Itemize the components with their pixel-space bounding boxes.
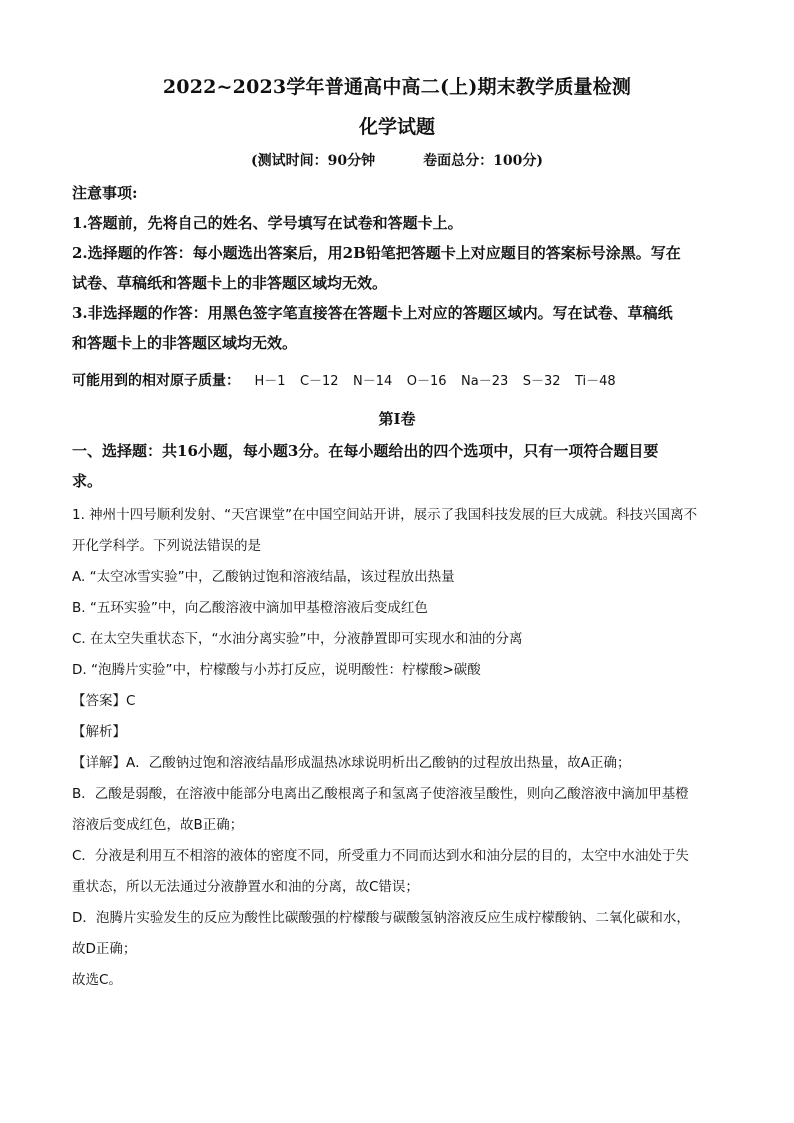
question-stem-line-2: 开化学科学。下列说法错误的是 [72,538,261,554]
question-1 [72,500,722,996]
question-stem-line-1: 1. 神州十四号顺利发射、“天宫课堂”在中国空间站开讲，展示了我国科技发展的巨大成就。科技兴国离不 [72,507,698,523]
detail-b-line-1: B．乙酸是弱酸，在溶液中能部分电离出乙酸根离子和氢离子使溶液呈酸性，则向乙酸溶液中滴加甲基橙 [72,786,689,802]
part-heading [72,436,722,496]
notes-item-2b: 试卷、草稿纸和答题卡上的非答题区域均无效。 [72,274,388,292]
detail-d-line-1: D．泡腾片实验发生的反应为酸性比碳酸强的柠檬酸与碳酸氢钠溶液反应生成柠檬酸钠、二氧化碳和水， [72,910,690,926]
element-mass: O－16 [406,374,447,389]
option-a: A. “太空冰雪实验”中，乙酸钠过饱和溶液结晶，该过程放出热量 [72,569,455,585]
exam-meta [0,150,794,170]
notes-heading: 注意事项: [72,184,138,202]
answer-value: C [126,693,136,709]
notes-item-1: 1.答题前，先将自己的姓名、学号填写在试卷和答题卡上。 [72,214,463,232]
score-label: 卷面总分：100分) [423,153,543,169]
detail-a: 【详解】A．乙酸钠过饱和溶液结晶形成温热冰球说明析出乙酸钠的过程放出热量，故A正确； [72,755,631,771]
part-heading-line-1: 一、选择题：共16小题，每小题3分。在每小题给出的四个选项中，只有一项符合题目要 [72,442,659,460]
element-mass: H－1 [254,374,286,389]
part-heading-line-2: 求。 [72,472,103,490]
option-c: C. 在太空失重状态下，“水油分离实验”中，分液静置即可实现水和油的分离 [72,631,523,647]
option-d: D. “泡腾片实验”中，柠檬酸与小苏打反应，说明酸性：柠檬酸>碳酸 [72,662,481,678]
element-mass: C－12 [299,374,339,389]
atomic-mass-line [72,368,732,395]
detail-b-line-2: 溶液后变成红色，故B正确； [72,817,244,833]
time-label: (测试时间：90分钟 [251,153,376,169]
element-mass: N－14 [353,374,393,389]
element-mass: S－32 [522,374,561,389]
subject-title: 化学试题 [358,116,435,138]
analysis-tag: 【解析】 [72,724,126,740]
exam-title: 2022~2023学年普通高中高二(上)期末教学质量检测 [162,76,632,98]
notes-section [72,178,732,358]
answer-tag: 【答案】 [72,693,126,709]
detail-c-line-2: 重状态，所以无法通过分液静置水和油的分离，故C错误； [72,879,419,895]
notes-item-2a: 2.选择题的作答：每小题选出答案后，用2B铅笔把答题卡上对应题目的答案标号涂黑。写在 [72,244,681,262]
element-mass: Ti－48 [574,374,616,389]
conclusion: 故选C。 [72,972,122,988]
detail-c-line-1: C．分液是利用互不相溶的液体的密度不同，所受重力不同而达到水和油分层的目的，太空中水油处于失 [72,848,689,864]
notes-item-3b: 和答题卡上的非答题区域均无效。 [72,334,298,352]
detail-d-line-2: 故D正确； [72,941,137,957]
option-b: B. “五环实验”中，向乙酸溶液中滴加甲基橙溶液后变成红色 [72,600,428,616]
notes-item-3a: 3.非选择题的作答：用黑色签字笔直接答在答题卡上对应的答题区域内。写在试卷、草稿纸 [72,304,673,322]
atomic-mass-label: 可能用到的相对原子质量： [72,373,240,389]
answer-line [72,686,722,717]
section-title: 第Ⅰ卷 [378,410,416,428]
element-mass: Na－23 [461,374,509,389]
